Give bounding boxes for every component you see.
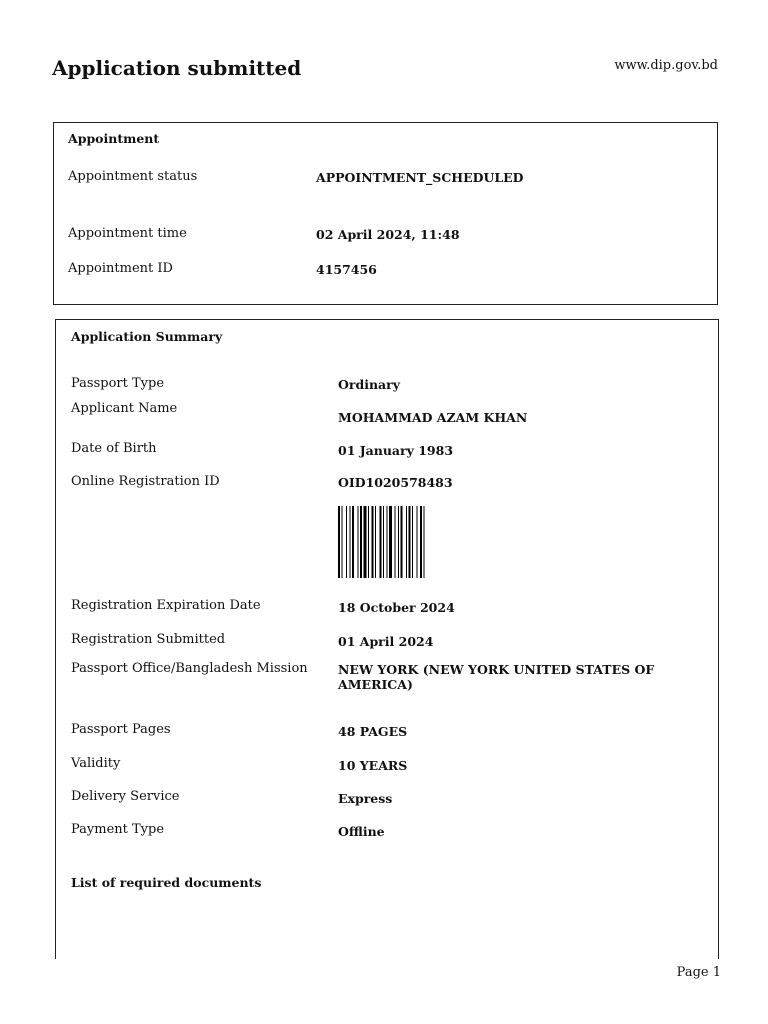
applicant-name-value: MOHAMMAD AZAM KHAN (338, 410, 528, 425)
applicant-name-label: Applicant Name (71, 401, 178, 416)
payment-type-value: Offline (338, 824, 385, 839)
date-of-birth-value: 01 January 1983 (338, 443, 454, 458)
page-title: Application submitted (52, 56, 302, 80)
appointment-time-value: 02 April 2024, 11:48 (316, 227, 460, 242)
appointment-id-label: Appointment ID (68, 261, 173, 276)
delivery-service-value: Express (338, 791, 393, 806)
registration-submitted-label: Registration Submitted (71, 632, 226, 647)
registration-expiration-label: Registration Expiration Date (71, 598, 261, 613)
site-url: www.dip.gov.bd (614, 58, 718, 73)
application-summary-section (55, 319, 719, 959)
appointment-status-value: APPOINTMENT_SCHEDULED (316, 170, 524, 185)
registration-submitted-value: 01 April 2024 (338, 634, 434, 649)
online-registration-id-label: Online Registration ID (71, 474, 220, 489)
appointment-status-label: Appointment status (68, 169, 198, 184)
registration-expiration-value: 18 October 2024 (338, 600, 455, 615)
passport-type-label: Passport Type (71, 376, 165, 391)
validity-value: 10 YEARS (338, 758, 408, 773)
passport-pages-value: 48 PAGES (338, 724, 408, 739)
required-documents-heading: List of required documents (71, 875, 262, 890)
date-of-birth-label: Date of Birth (71, 441, 157, 456)
passport-office-value: NEW YORK (NEW YORK UNITED STATES OF AMERICA) (338, 662, 655, 692)
payment-type-label: Payment Type (71, 822, 165, 837)
passport-office-label: Passport Office/Bangladesh Mission (71, 661, 308, 676)
summary-heading: Application Summary (71, 329, 223, 344)
passport-pages-label: Passport Pages (71, 722, 171, 737)
appointment-heading: Appointment (68, 131, 160, 146)
online-registration-id-value: OID1020578483 (338, 475, 453, 490)
page-number: Page 1 (676, 965, 721, 980)
validity-label: Validity (71, 756, 121, 771)
appointment-time-label: Appointment time (68, 226, 187, 241)
appointment-id-value: 4157456 (316, 262, 377, 277)
appointment-section (53, 122, 718, 305)
registration-barcode (338, 506, 498, 578)
passport-type-value: Ordinary (338, 377, 400, 392)
delivery-service-label: Delivery Service (71, 789, 180, 804)
